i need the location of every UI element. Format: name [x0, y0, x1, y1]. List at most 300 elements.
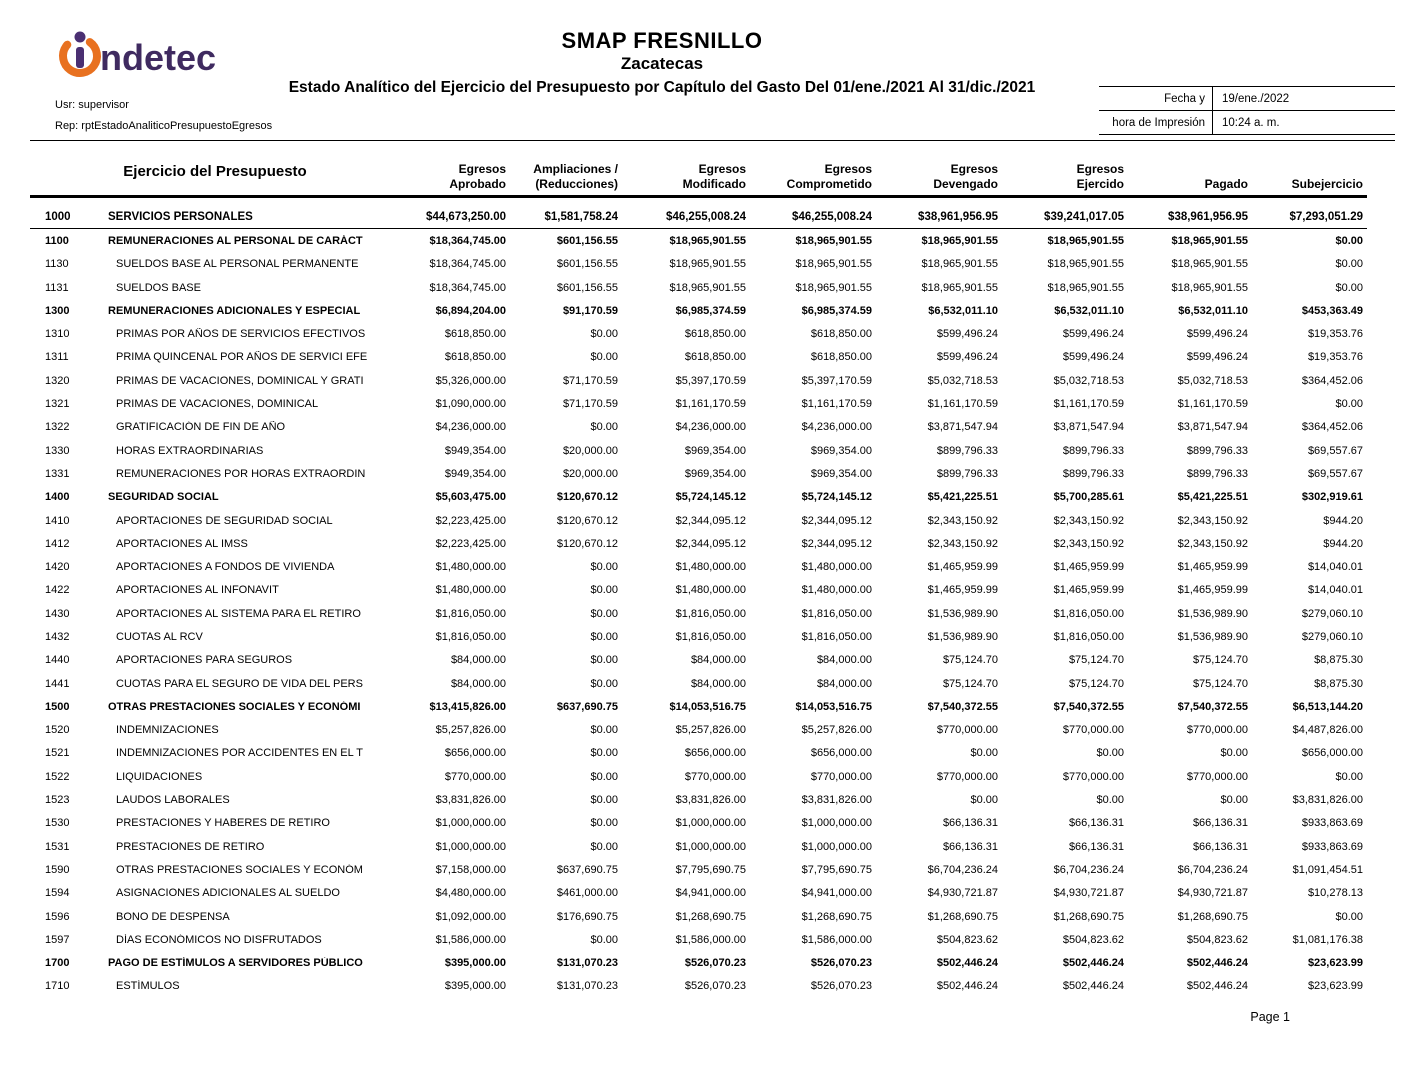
- row-amount: $502,446.24: [1062, 957, 1124, 970]
- row-description: APORTACIONES AL SISTEMA PARA EL RETIRO: [116, 607, 361, 620]
- row-amount: $1,816,050.00: [801, 630, 872, 643]
- row-amount: $601,156.55: [556, 258, 618, 271]
- row-amount: $6,985,374.59: [675, 304, 746, 317]
- header-divider: [30, 140, 1395, 141]
- row-amount: $656,000.00: [810, 747, 872, 760]
- col-header-modificado: [622, 149, 750, 193]
- row-amount: $969,354.00: [684, 444, 746, 457]
- table-row: [30, 439, 1367, 462]
- row-amount: $1,536,989.90: [927, 607, 998, 620]
- row-amount: $1,092,000.00: [435, 910, 506, 923]
- row-code: 1100: [45, 234, 69, 247]
- row-amount: $84,000.00: [816, 654, 872, 667]
- row-amount: $1,480,000.00: [801, 584, 872, 597]
- row-amount: $7,158,000.00: [435, 863, 506, 876]
- row-description: REMUNERACIONES POR HORAS EXTRAORDIN: [116, 467, 366, 480]
- row-amount: $0.00: [590, 630, 618, 643]
- row-amount: $0.00: [1335, 398, 1363, 411]
- row-amount: $6,704,236.24: [1053, 863, 1124, 876]
- row-amount: $3,831,826.00: [1292, 794, 1363, 807]
- table-row: [30, 276, 1367, 299]
- row-amount: $120,670.12: [556, 537, 618, 550]
- col-header-line: Ejercido: [1076, 177, 1124, 191]
- row-code: 1130: [45, 258, 69, 271]
- row-amount: $3,831,826.00: [675, 794, 746, 807]
- page-number: Page 1: [1250, 1010, 1290, 1024]
- row-amount: $5,032,718.53: [927, 374, 998, 387]
- col-header-line: Egresos: [1076, 162, 1124, 176]
- row-code: 1594: [45, 887, 70, 900]
- row-amount: $18,965,901.55: [1047, 234, 1124, 247]
- row-description: HORAS EXTRAORDINARIAS: [116, 444, 264, 457]
- row-amount: $66,136.31: [1068, 840, 1124, 853]
- col-header-line: Egresos: [824, 162, 872, 176]
- row-amount: $0.00: [590, 607, 618, 620]
- row-amount: $1,480,000.00: [675, 584, 746, 597]
- row-code: 1322: [45, 421, 70, 434]
- row-amount: $5,257,826.00: [435, 724, 506, 737]
- row-amount: $770,000.00: [810, 770, 872, 783]
- row-amount: $526,070.23: [810, 957, 872, 970]
- col-header-line: Egresos: [458, 162, 506, 176]
- row-amount: $599,496.24: [1062, 328, 1124, 341]
- row-amount: $1,268,690.75: [927, 910, 998, 923]
- table-row: [30, 788, 1367, 811]
- row-amount: $6,532,011.10: [928, 304, 998, 317]
- row-amount: $6,704,236.24: [1177, 863, 1248, 876]
- table-row: [30, 905, 1367, 928]
- row-description: SUELDOS BASE: [116, 281, 201, 294]
- row-amount: $7,293,051.29: [1289, 210, 1363, 223]
- row-amount: $18,965,901.55: [1047, 258, 1124, 271]
- row-amount: $526,070.23: [684, 980, 746, 993]
- row-amount: $8,875.30: [1314, 677, 1363, 690]
- row-amount: $526,070.23: [810, 980, 872, 993]
- table-row: [30, 765, 1367, 788]
- row-amount: $1,465,959.99: [1053, 584, 1124, 597]
- row-amount: $618,850.00: [684, 351, 746, 364]
- row-amount: $75,124.70: [1192, 654, 1248, 667]
- row-amount: $1,000,000.00: [801, 840, 872, 853]
- row-amount: $2,223,425.00: [435, 514, 506, 527]
- row-amount: $14,053,516.75: [795, 700, 872, 713]
- row-amount: $4,941,000.00: [675, 887, 746, 900]
- row-amount: $75,124.70: [1068, 654, 1124, 667]
- table-row: [30, 719, 1367, 742]
- col-header-line: Modificado: [682, 177, 746, 191]
- row-amount: $0.00: [1335, 234, 1363, 247]
- row-code: 1311: [45, 351, 69, 364]
- row-code: 1330: [45, 444, 70, 457]
- col-header-line: Pagado: [1204, 177, 1248, 191]
- report-id-line: Rep: rptEstadoAnaliticoPresupuestoEgresos: [55, 120, 273, 132]
- table-row: [30, 369, 1367, 392]
- row-amount: $944.20: [1323, 514, 1363, 527]
- row-amount: $0.00: [590, 840, 618, 853]
- row-amount: $504,823.62: [936, 933, 998, 946]
- row-amount: $18,965,901.55: [1171, 258, 1248, 271]
- row-amount: $6,513,144.20: [1292, 700, 1363, 713]
- row-amount: $899,796.33: [1062, 467, 1124, 480]
- row-amount: $4,941,000.00: [801, 887, 872, 900]
- row-amount: $3,831,826.00: [435, 794, 506, 807]
- row-amount: $20,000.00: [562, 444, 618, 457]
- row-code: 1420: [45, 561, 70, 574]
- row-code: 1523: [45, 794, 70, 807]
- row-amount: $899,796.33: [936, 467, 998, 480]
- row-description: APORTACIONES A FONDOS DE VIVIENDA: [116, 561, 335, 574]
- row-amount: $899,796.33: [1062, 444, 1124, 457]
- row-amount: $1,000,000.00: [435, 840, 506, 853]
- row-amount: $71,170.59: [562, 374, 618, 387]
- row-amount: $14,040.01: [1307, 584, 1363, 597]
- row-amount: $1,000,000.00: [675, 817, 746, 830]
- col-header-aprobado: [400, 149, 510, 193]
- row-amount: $19,353.76: [1307, 328, 1363, 341]
- col-header-line: Subejercicio: [1291, 177, 1363, 191]
- row-amount: $601,156.55: [556, 234, 618, 247]
- row-amount: $69,557.67: [1307, 467, 1363, 480]
- row-amount: $1,161,170.59: [927, 398, 998, 411]
- row-description: CUOTAS PARA EL SEGURO DE VIDA DEL PERS: [116, 677, 363, 690]
- row-amount: $656,000.00: [444, 747, 506, 760]
- row-amount: $770,000.00: [684, 770, 746, 783]
- row-amount: $1,268,690.75: [1053, 910, 1124, 923]
- row-amount: $176,690.75: [556, 910, 618, 923]
- row-code: 1531: [45, 840, 70, 853]
- row-amount: $66,136.31: [1192, 817, 1248, 830]
- row-description: LAUDOS LABORALES: [116, 794, 230, 807]
- row-amount: $599,496.24: [1062, 351, 1124, 364]
- row-code: 1432: [45, 630, 70, 643]
- row-code: 1300: [45, 304, 70, 317]
- row-amount: $502,446.24: [1186, 980, 1248, 993]
- row-description: INDEMNIZACIONES POR ACCIDENTES EN EL T: [116, 747, 363, 760]
- table-row: [30, 975, 1367, 998]
- table-row: [30, 602, 1367, 625]
- row-amount: $637,690.75: [556, 863, 618, 876]
- table-row: [30, 695, 1367, 718]
- print-time-label: hora de Impresión: [1112, 116, 1205, 129]
- table-row: [30, 299, 1367, 322]
- row-amount: $899,796.33: [1186, 467, 1248, 480]
- row-amount: $0.00: [590, 933, 618, 946]
- row-amount: $18,965,901.55: [669, 258, 746, 271]
- row-amount: $84,000.00: [450, 677, 506, 690]
- row-amount: $944.20: [1323, 537, 1363, 550]
- row-amount: $502,446.24: [936, 980, 998, 993]
- row-code: 1321: [45, 398, 70, 411]
- row-amount: $364,452.06: [1301, 374, 1363, 387]
- row-code: 1400: [45, 491, 70, 504]
- table-row: [30, 462, 1367, 485]
- row-amount: $969,354.00: [684, 467, 746, 480]
- row-amount: $502,446.24: [1186, 957, 1248, 970]
- row-amount: $618,850.00: [810, 351, 872, 364]
- row-code: 1410: [45, 514, 70, 527]
- table-row: [30, 416, 1367, 439]
- row-amount: $5,421,225.51: [1177, 491, 1248, 504]
- logo-text: ndetec: [100, 37, 217, 78]
- row-amount: $1,816,050.00: [675, 607, 746, 620]
- col-header-line: Egresos: [698, 162, 746, 176]
- row-amount: $131,070.23: [556, 980, 618, 993]
- row-amount: $618,850.00: [444, 351, 506, 364]
- row-description: BONO DE DESPENSA: [116, 910, 230, 923]
- row-amount: $599,496.24: [936, 328, 998, 341]
- row-amount: $1,816,050.00: [801, 607, 872, 620]
- row-amount: $4,480,000.00: [435, 887, 506, 900]
- col-header-comprometido: [750, 149, 876, 193]
- row-amount: $656,000.00: [1301, 747, 1363, 760]
- row-description: SERVICIOS PERSONALES: [108, 210, 253, 223]
- row-amount: $1,586,000.00: [675, 933, 746, 946]
- row-amount: $0.00: [590, 677, 618, 690]
- row-amount: $1,480,000.00: [801, 561, 872, 574]
- row-amount: $18,965,901.55: [1171, 234, 1248, 247]
- row-amount: $2,344,095.12: [675, 514, 746, 527]
- report-title: Estado Analítico del Ejercicio del Presupuesto por Capítulo del Gasto Del 01/ene./2021 Al 31/dic./2021: [288, 79, 1036, 96]
- row-amount: $39,241,017.05: [1044, 210, 1124, 223]
- report-table: [30, 149, 1367, 998]
- row-amount: $969,354.00: [810, 444, 872, 457]
- row-amount: $5,724,145.12: [675, 491, 746, 504]
- row-amount: $933,863.69: [1301, 817, 1363, 830]
- table-row: [30, 672, 1367, 695]
- row-amount: $18,364,745.00: [429, 234, 506, 247]
- row-amount: $18,965,901.55: [921, 234, 998, 247]
- row-amount: $0.00: [590, 328, 618, 341]
- row-amount: $618,850.00: [684, 328, 746, 341]
- row-amount: $656,000.00: [684, 747, 746, 760]
- row-amount: $1,161,170.59: [1053, 398, 1124, 411]
- row-amount: $18,965,901.55: [669, 234, 746, 247]
- row-amount: $618,850.00: [444, 328, 506, 341]
- row-amount: $0.00: [590, 351, 618, 364]
- row-amount: $8,875.30: [1314, 654, 1363, 667]
- row-amount: $18,364,745.00: [429, 258, 506, 271]
- row-amount: $0.00: [1220, 747, 1248, 760]
- row-amount: $66,136.31: [1192, 840, 1248, 853]
- row-amount: $0.00: [1335, 770, 1363, 783]
- row-amount: $1,480,000.00: [435, 561, 506, 574]
- row-amount: $770,000.00: [1062, 770, 1124, 783]
- row-amount: $4,236,000.00: [435, 421, 506, 434]
- row-amount: $84,000.00: [450, 654, 506, 667]
- row-description: REMUNERACIONES AL PERSONAL DE CARÁCT: [108, 234, 363, 247]
- col-header-line: Devengado: [933, 177, 998, 191]
- row-code: 1430: [45, 607, 70, 620]
- row-amount: $770,000.00: [936, 724, 998, 737]
- row-code: 1700: [45, 957, 70, 970]
- row-amount: $66,136.31: [1068, 817, 1124, 830]
- row-amount: $1,586,000.00: [801, 933, 872, 946]
- row-amount: $5,724,145.12: [801, 491, 872, 504]
- row-amount: $599,496.24: [936, 351, 998, 364]
- row-amount: $0.00: [1096, 794, 1124, 807]
- row-code: 1320: [45, 374, 70, 387]
- row-amount: $395,000.00: [444, 980, 506, 993]
- row-amount: $3,831,826.00: [801, 794, 872, 807]
- col-header-line: Comprometido: [786, 177, 872, 191]
- table-header: [30, 149, 1367, 198]
- row-code: 1131: [45, 281, 69, 294]
- row-amount: $504,823.62: [1186, 933, 1248, 946]
- row-description: ESTÍMULOS: [116, 980, 180, 993]
- row-amount: $0.00: [1335, 910, 1363, 923]
- row-code: 1422: [45, 584, 70, 597]
- table-row: [30, 322, 1367, 345]
- row-description: GRATIFICACIÓN DE FIN DE AÑO: [116, 421, 286, 434]
- table-row: [30, 952, 1367, 975]
- table-row: [30, 742, 1367, 765]
- row-amount: $84,000.00: [816, 677, 872, 690]
- print-datetime-box: [1099, 86, 1395, 135]
- row-amount: $6,532,011.10: [1054, 304, 1124, 317]
- row-code: 1412: [45, 537, 70, 550]
- row-amount: $91,170.59: [562, 304, 618, 317]
- row-description: PRESTACIONES DE RETIRO: [116, 840, 265, 853]
- table-row: [30, 486, 1367, 509]
- row-amount: $7,795,690.75: [801, 863, 872, 876]
- table-row: [30, 229, 1367, 252]
- row-description: APORTACIONES AL IMSS: [116, 537, 248, 550]
- print-date-row: [1099, 87, 1395, 111]
- row-amount: $38,961,956.95: [918, 210, 998, 223]
- row-description: ASIGNACIONES ADICIONALES AL SUELDO: [116, 887, 340, 900]
- row-amount: $18,965,901.55: [1047, 281, 1124, 294]
- row-code: 1530: [45, 817, 70, 830]
- row-description: PRIMAS POR AÑOS DE SERVICIOS EFECTIVOS: [116, 328, 366, 341]
- user-line: Usr: supervisor: [55, 99, 129, 111]
- row-amount: $0.00: [1220, 794, 1248, 807]
- table-row: [30, 928, 1367, 951]
- row-amount: $1,536,989.90: [1177, 630, 1248, 643]
- row-amount: $1,816,050.00: [1053, 607, 1124, 620]
- row-amount: $770,000.00: [1062, 724, 1124, 737]
- row-amount: $1,000,000.00: [435, 817, 506, 830]
- row-code: 1500: [45, 700, 70, 713]
- row-amount: $0.00: [1335, 281, 1363, 294]
- row-amount: $1,091,454.51: [1292, 863, 1363, 876]
- row-amount: $18,965,901.55: [1171, 281, 1248, 294]
- row-amount: $5,257,826.00: [801, 724, 872, 737]
- row-amount: $770,000.00: [936, 770, 998, 783]
- table-row: [30, 532, 1367, 555]
- row-description: PRIMAS DE VACACIONES, DOMINICAL: [116, 398, 319, 411]
- row-amount: $502,446.24: [936, 957, 998, 970]
- row-amount: $84,000.00: [690, 654, 746, 667]
- table-row: [30, 882, 1367, 905]
- row-amount: $3,871,547.94: [927, 421, 998, 434]
- row-amount: $6,985,374.59: [801, 304, 872, 317]
- row-amount: $949,354.00: [444, 444, 506, 457]
- row-amount: $1,816,050.00: [435, 630, 506, 643]
- row-amount: $461,000.00: [556, 887, 618, 900]
- row-amount: $18,965,901.55: [921, 281, 998, 294]
- row-amount: $637,690.75: [556, 700, 618, 713]
- table-row: [30, 625, 1367, 648]
- row-code: 1331: [45, 467, 70, 480]
- row-amount: $18,965,901.55: [795, 258, 872, 271]
- table-row: [30, 253, 1367, 276]
- row-amount: $2,343,150.92: [927, 537, 998, 550]
- row-amount: $75,124.70: [942, 654, 998, 667]
- row-description: APORTACIONES DE SEGURIDAD SOCIAL: [116, 514, 333, 527]
- row-amount: $4,236,000.00: [675, 421, 746, 434]
- row-description: OTRAS PRESTACIONES SOCIALES Y ECONÓMI: [108, 700, 361, 713]
- col-header-pagado: [1128, 149, 1252, 193]
- col-header-ejercido: [1002, 149, 1128, 193]
- row-amount: $18,965,901.55: [795, 281, 872, 294]
- table-row: [30, 205, 1367, 229]
- row-amount: $1,465,959.99: [927, 561, 998, 574]
- row-amount: $71,170.59: [562, 398, 618, 411]
- row-amount: $5,421,225.51: [927, 491, 998, 504]
- row-amount: $502,446.24: [1062, 980, 1124, 993]
- row-amount: $1,465,959.99: [1177, 561, 1248, 574]
- row-amount: $770,000.00: [1186, 724, 1248, 737]
- row-code: 1597: [45, 933, 70, 946]
- table-row: [30, 835, 1367, 858]
- row-amount: $46,255,008.24: [666, 210, 746, 223]
- row-amount: $1,465,959.99: [1053, 561, 1124, 574]
- row-amount: $23,623.99: [1307, 957, 1363, 970]
- row-amount: $2,344,095.12: [675, 537, 746, 550]
- row-description: APORTACIONES AL INFONAVIT: [116, 584, 279, 597]
- row-amount: $0.00: [590, 421, 618, 434]
- row-code: 1310: [45, 328, 70, 341]
- row-amount: $7,540,372.55: [1053, 700, 1124, 713]
- row-description: PRIMA QUINCENAL POR AÑOS DE SERVICI EFE: [116, 351, 368, 364]
- row-description: REMUNERACIONES ADICIONALES Y ESPECIAL: [108, 304, 361, 317]
- row-amount: $5,257,826.00: [675, 724, 746, 737]
- row-amount: $1,465,959.99: [927, 584, 998, 597]
- row-description: SUELDOS BASE AL PERSONAL PERMANENTE: [116, 258, 359, 271]
- row-code: 1522: [45, 770, 70, 783]
- row-amount: $0.00: [590, 770, 618, 783]
- row-amount: $601,156.55: [556, 281, 618, 294]
- row-amount: $5,032,718.53: [1177, 374, 1248, 387]
- row-amount: $1,480,000.00: [435, 584, 506, 597]
- row-amount: $279,060.10: [1301, 630, 1363, 643]
- row-amount: $5,603,475.00: [435, 491, 506, 504]
- row-amount: $69,557.67: [1307, 444, 1363, 457]
- row-amount: $10,278.13: [1307, 887, 1363, 900]
- row-amount: $0.00: [970, 747, 998, 760]
- row-amount: $6,532,011.10: [1178, 304, 1248, 317]
- row-amount: $1,816,050.00: [435, 607, 506, 620]
- row-amount: $933,863.69: [1301, 840, 1363, 853]
- row-amount: $75,124.70: [1192, 677, 1248, 690]
- row-amount: $0.00: [590, 724, 618, 737]
- row-description: INDEMNIZACIONES: [116, 724, 219, 737]
- row-amount: $599,496.24: [1186, 328, 1248, 341]
- row-amount: $1,161,170.59: [1177, 398, 1248, 411]
- row-amount: $18,965,901.55: [921, 258, 998, 271]
- row-amount: $23,623.99: [1307, 980, 1363, 993]
- row-amount: $131,070.23: [556, 957, 618, 970]
- row-amount: $75,124.70: [942, 677, 998, 690]
- row-code: 1710: [45, 980, 70, 993]
- row-description: LIQUIDACIONES: [116, 770, 203, 783]
- row-amount: $4,487,826.00: [1292, 724, 1363, 737]
- page-subtitle: Zacatecas: [620, 54, 704, 73]
- row-amount: $75,124.70: [1068, 677, 1124, 690]
- table-row: [30, 858, 1367, 881]
- row-amount: $0.00: [590, 654, 618, 667]
- row-header-title: Ejercicio del Presupuesto: [123, 162, 307, 180]
